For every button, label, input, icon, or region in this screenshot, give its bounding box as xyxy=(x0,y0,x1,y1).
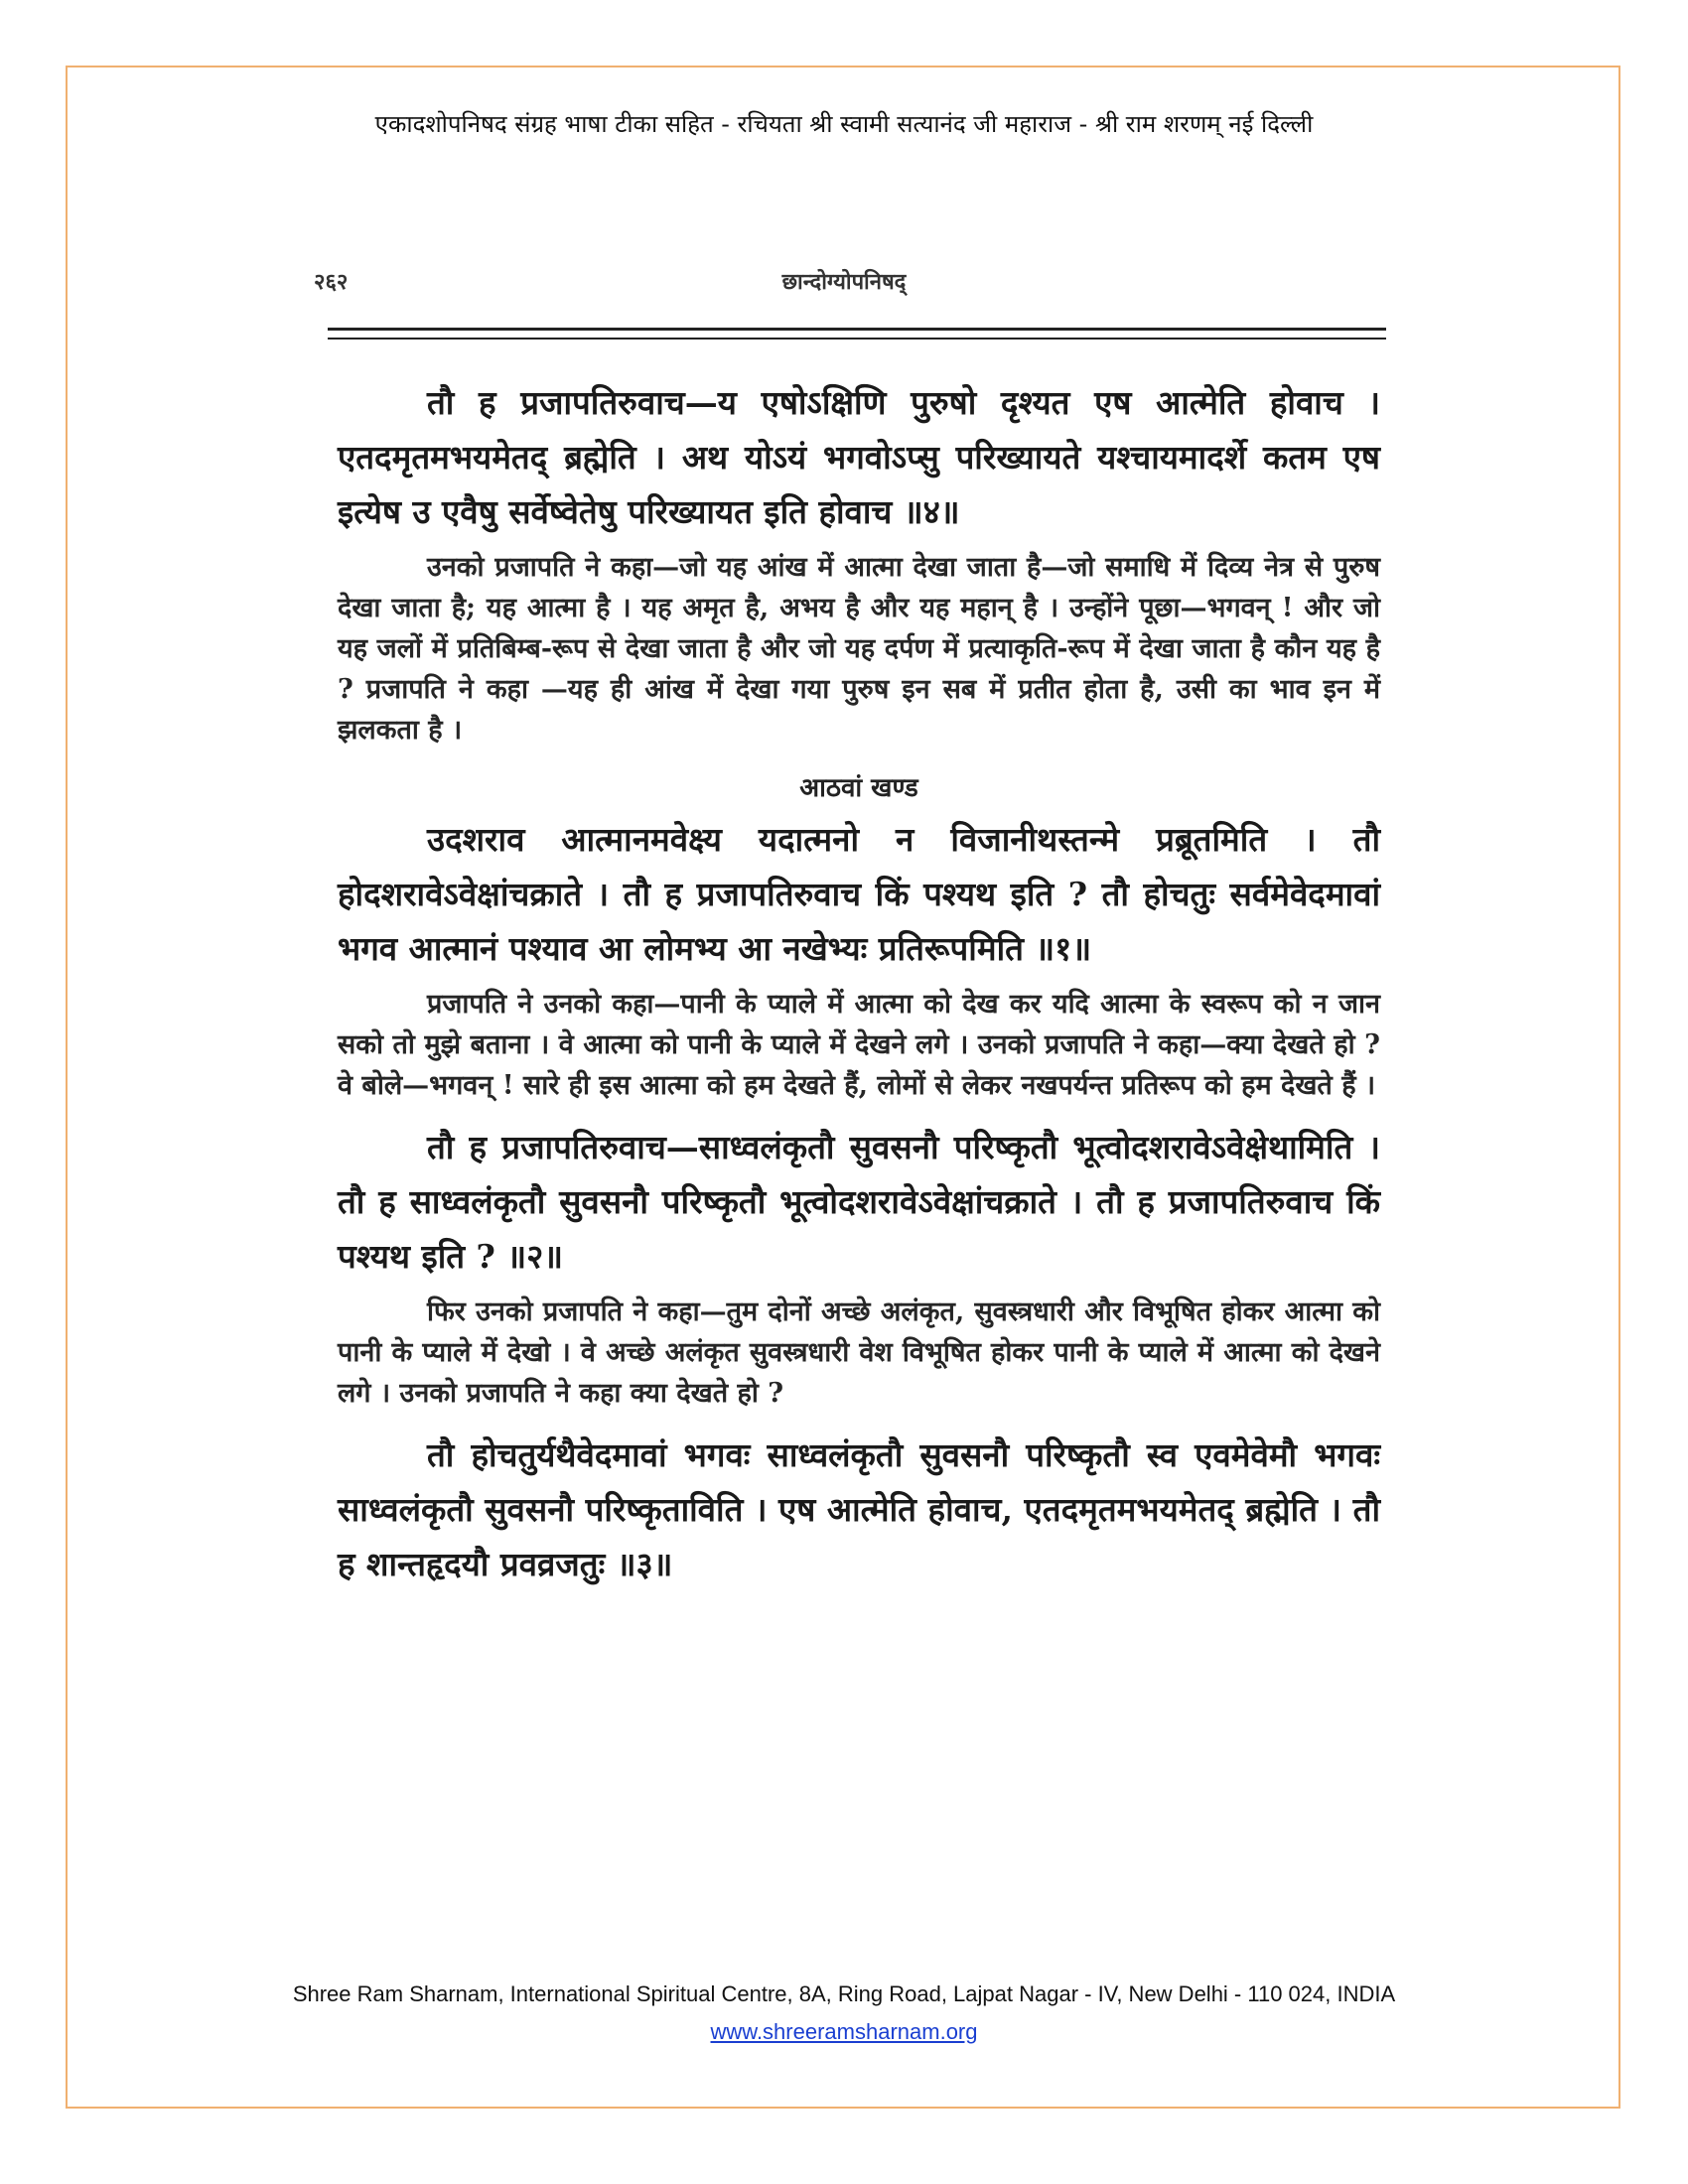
page-content xyxy=(338,375,1380,1599)
header-rule-thick xyxy=(328,328,1386,331)
translation-verse-4: उनको प्रजापति ने कहा—जो यह आंख में आत्मा देखा जाता है—जो समाधि में दिव्य नेत्र से पुरुष देखा जाता है; यह आत्मा है । यह अमृत है, अभय है और यह महान् है । उन्होंने पूछा—भगवन् ! और जो यह जलों में प्रतिबिम्ब-रूप से देखा जाता है और जो यह दर्पण में प्रत्याकृति-रूप में देखा जाता है कौन यह है ? प्रजापति ने कहा —यह ही आंख में देखा गया पुरुष इन सब में प्रतीत होता है, उसी का भाव इन में झलकता है । xyxy=(338,552,1380,746)
footer-address: Shree Ram Sharnam, International Spiritual Centre, 8A, Ring Road, Lajpat Nagar - IV, New Delhi - 110 024, INDIA xyxy=(292,1981,1396,2006)
page-number: २६२ xyxy=(314,269,349,295)
translation-verse-2: फिर उनको प्रजापति ने कहा—तुम दोनों अच्छे अलंकृत, सुवस्त्रधारी और विभूषित होकर आत्मा को पानी के प्याले में देखो । वे अच्छे अलंकृत सुवस्त्रधारी वेश विभूषित होकर पानी के प्याले में आत्मा को देखने लगे । उनको प्रजापति ने कहा क्या देखते हो ? xyxy=(338,1297,1380,1409)
verse-3: तौ होचतुर्यथैवेदमावां भगवः साध्वलंकृतौ सुवसनौ परिष्कृतौ स्व एवमेवेमौ भगवः साध्वलंकृतौ सुवसनौ परिष्कृताविति । एष आत्मेति होवाच, एतदमृतमभयमेतद् ब्रह्मेति । तौ ह शान्तहृदयौ प्रवव्रजतुः ॥३॥ xyxy=(338,1435,1380,1583)
verse-2: तौ ह प्रजापतिरुवाच—साध्वलंकृतौ सुवसनौ परिष्कृतौ भूत्वोदशरावेऽवेक्षेथामिति । तौ ह साध्वलंकृतौ सुवसनौ परिष्कृतौ भूत्वोदशरावेऽवेक्षांचक्राते । तौ ह प्रजापतिरुवाच किं पश्यथ इति ? ॥२॥ xyxy=(338,1128,1380,1276)
verse-4: तौ ह प्रजापतिरुवाच—य एषोऽक्षिणि पुरुषो दृश्यत एष आत्मेति होवाच । एतदमृतमभयमेतद् ब्रह्मेति । अथ योऽयं भगवोऽप्सु परिख्यायते यश्चायमादर्शे कतम एष इत्येष उ एवैषु सर्वेष्वेतेषु परिख्यायत इति होवाच ॥४॥ xyxy=(338,383,1380,531)
verse-1: उदशराव आत्मानमवेक्ष्य यदात्मनो न विजानीथस्तन्मे प्रब्रूतमिति । तौ होदशरावेऽवेक्षांचक्राते । तौ ह प्रजापतिरुवाच किं पश्यथ इति ? तौ होचतुः सर्वमेवेदमावां भगव आत्मानं पश्याव आ लोमभ्य आ नखेभ्यः प्रतिरूपमिति ॥१॥ xyxy=(338,820,1380,968)
page-header: एकादशोपनिषद संग्रह भाषा टीका सहित - रचियता श्री स्वामी सत्यानंद जी महाराज - श्री राम शरणम् नई दिल्ली xyxy=(374,110,1314,138)
website-link[interactable]: www.shreeramsharnam.org xyxy=(710,2019,978,2044)
translation-verse-1: प्रजापति ने उनको कहा—पानी के प्याले में आत्मा को देख कर यदि आत्मा के स्वरूप को न जान सको तो मुझे बताना । वे आत्मा को पानी के प्याले में देखने लगे । उनको प्रजापति ने कहा—क्या देखते हो ? वे बोले—भगवन् ! सारे ही इस आत्मा को हम देखते हैं, लोमों से लेकर नखपर्यन्त प्रतिरूप को हम देखते हैं । xyxy=(338,989,1380,1101)
section-heading: आठवां खण्ड xyxy=(799,773,918,803)
running-title: छान्दोग्योपनिषद् xyxy=(781,269,907,295)
header-rule-thin xyxy=(328,338,1386,340)
